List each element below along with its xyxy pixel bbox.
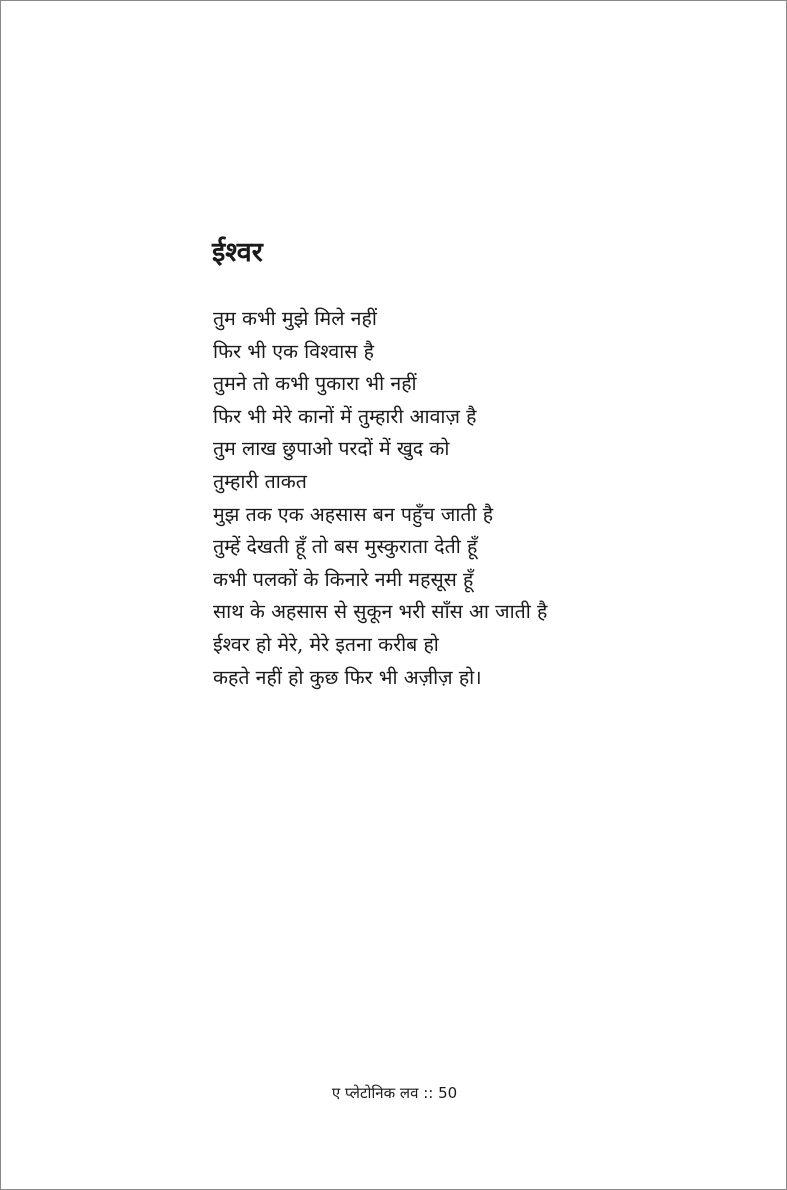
poem-line: मुझ तक एक अहसास बन पहुँच जाती है [213,502,494,526]
poem-line: ईश्वर हो मेरे, मेरे इतना करीब हो [213,632,439,656]
poem-line: तुमने तो कभी पुकारा भी नहीं [213,372,417,396]
footer-book-title: ए प्लेटोनिक लव [331,1084,419,1102]
poem-line: साथ के अहसास से सुकून भरी साँस आ जाती है [213,600,548,624]
poem-line: कहते नहीं हो कुछ फिर भी अज़ीज़ हो। [213,665,482,689]
poem-line: फिर भी मेरे कानों में तुम्हारी आवाज़ है [213,404,477,428]
page-number: 50 [438,1084,458,1102]
poem-line: तुम लाख छुपाओ परदों में खुद को [213,437,450,461]
poem-line: कभी पलकों के किनारे नमी महसूस हूँ [213,567,474,591]
poem-line: फिर भी एक विश्वास है [213,339,374,363]
poem-body [213,303,547,694]
poem-line: तुम्हें देखती हूँ तो बस मुस्कुराता देती हूँ [213,535,478,559]
poem-title: ईश्वर [212,237,263,268]
poem-line: तुम्हारी ताकत [213,469,307,493]
footer-separator: :: [423,1084,434,1102]
page-footer [1,1081,787,1105]
poem-line: तुम कभी मुझे मिले नहीं [213,307,377,330]
